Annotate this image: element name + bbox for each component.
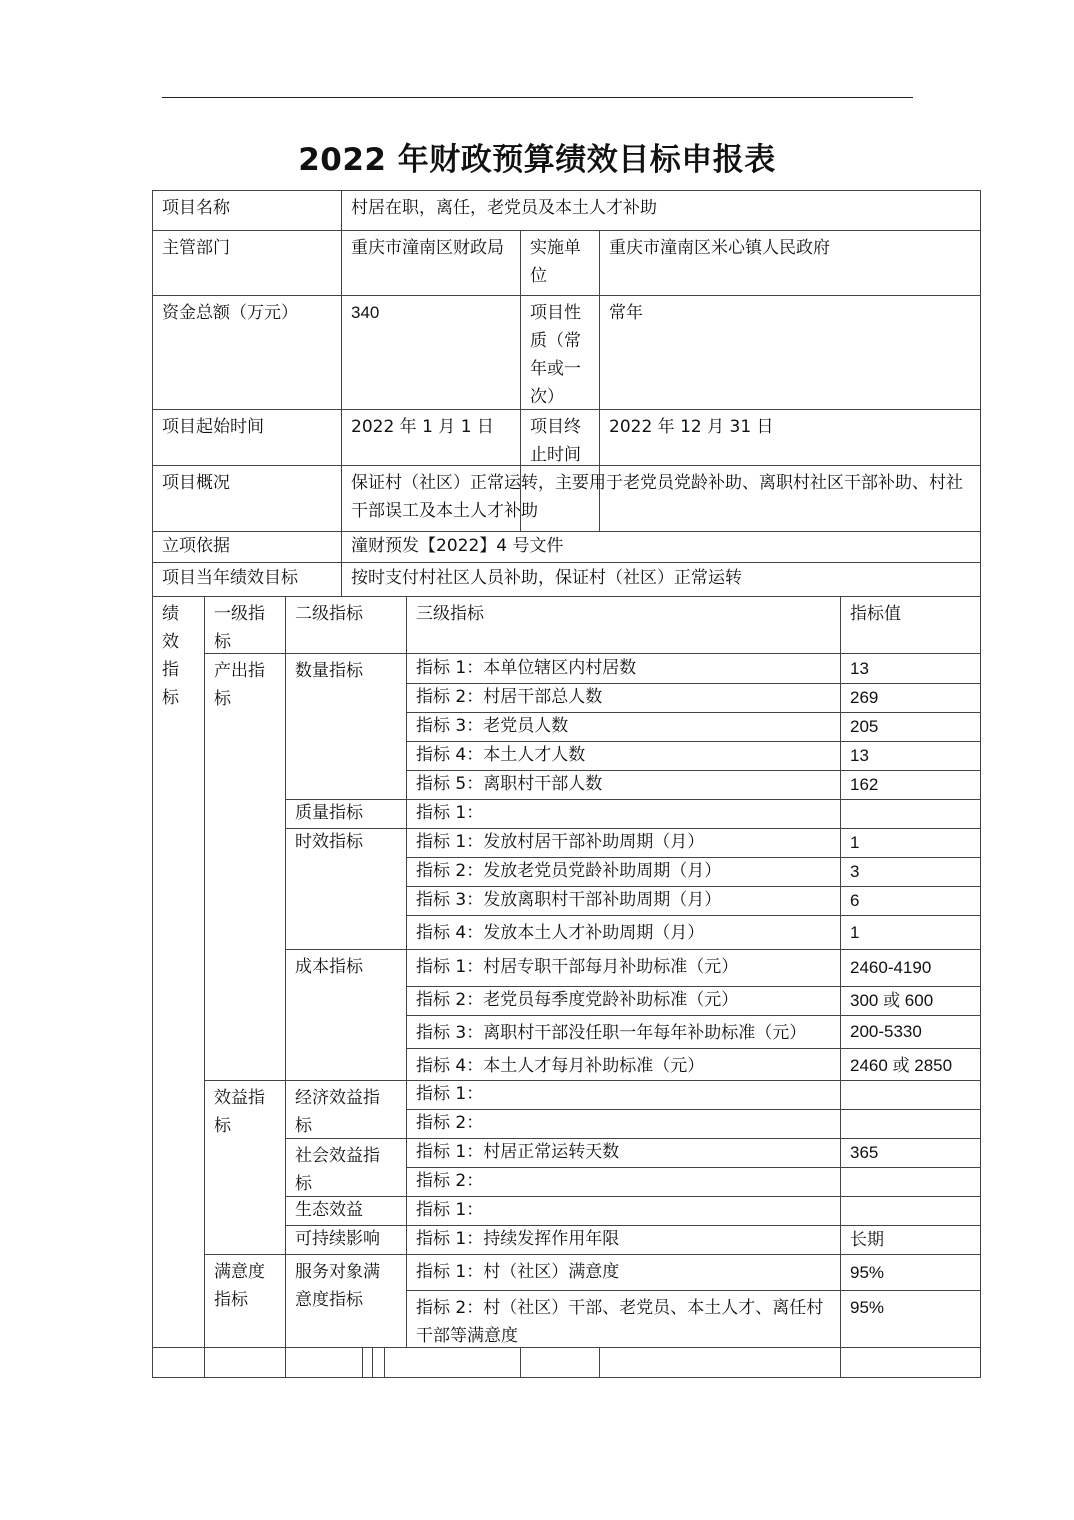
indicator-value (840, 1109, 980, 1113)
perf-indicator-label: 绩效指标 (162, 604, 179, 708)
overview-value: 保证村（社区）正常运转，主要用于老党员党龄补助、离职村社区干部补助、村社干部误工及本土人才补助 (351, 473, 963, 521)
project-name-label: 项目名称 (162, 198, 230, 218)
indicator-value: 200-5330 (850, 1022, 922, 1041)
fund-value: 340 (351, 303, 380, 322)
header-value: 指标值 (850, 604, 901, 624)
fund-label: 资金总额（万元） (162, 303, 298, 323)
nature-value: 常年 (609, 303, 643, 323)
indicator-value (840, 1080, 980, 1084)
impl-label: 实施单位 (530, 238, 581, 286)
goal-label: 项目当年绩效目标 (162, 568, 298, 588)
level3-indicator: 指标 2：发放老党员党龄补助周期（月） (416, 861, 722, 881)
level1-satisfaction: 满意度指标 (214, 1262, 265, 1310)
level3-indicator: 指标 3：老党员人数 (416, 716, 569, 736)
level1-benefit: 效益指标 (214, 1088, 265, 1136)
indicator-value: 95% (850, 1298, 885, 1317)
indicator-value: 205 (850, 717, 879, 736)
level3-indicator: 指标 1： (416, 803, 484, 823)
level3-indicator: 指标 2：老党员每季度党龄补助标准（元） (416, 990, 739, 1010)
level3-indicator: 指标 2： (416, 1171, 484, 1191)
indicator-value: 365 (850, 1143, 879, 1162)
level2-timeliness: 时效指标 (295, 832, 363, 852)
overview-label: 项目概况 (162, 473, 230, 493)
start-label: 项目起始时间 (162, 417, 264, 437)
indicator-value: 13 (850, 746, 869, 765)
level2-service-satisfaction: 服务对象满意度指标 (295, 1262, 380, 1310)
indicator-value: 13 (850, 658, 869, 678)
indicator-value: 6 (850, 891, 860, 910)
level2-cost: 成本指标 (295, 957, 363, 977)
level3-indicator: 指标 3：离职村干部没任职一年每年补助标准（元） (416, 1023, 807, 1043)
indicator-value: 2460 或 2850 (850, 1056, 953, 1075)
indicator-value: 300 或 600 (850, 991, 934, 1010)
level2-social: 社会效益指标 (295, 1146, 380, 1194)
indicator-value (840, 799, 980, 803)
level3-indicator: 指标 4：发放本土人才补助周期（月） (416, 923, 705, 943)
dept-value: 重庆市潼南区财政局 (351, 238, 504, 258)
indicator-value: 95% (850, 1262, 885, 1282)
level2-economic: 经济效益指标 (295, 1088, 380, 1136)
nature-label: 项目性质（常年或一次） (530, 303, 581, 407)
end-label: 项目终止时间 (530, 417, 581, 465)
level3-indicator: 指标 1：村（社区）满意度 (416, 1262, 620, 1282)
header-level1: 一级指标 (214, 604, 265, 652)
basis-value: 潼财预发【2022】4 号文件 (351, 536, 564, 556)
level3-indicator: 指标 1： (416, 1200, 484, 1220)
level2-quantity: 数量指标 (295, 661, 363, 681)
level3-indicator: 指标 2： (416, 1113, 484, 1133)
level3-indicator: 指标 5：离职村干部人数 (416, 774, 603, 794)
start-value: 2022 年 1 月 1 日 (351, 417, 494, 437)
level2-ecological: 生态效益 (295, 1200, 363, 1220)
indicator-value (840, 1167, 980, 1171)
level3-indicator: 指标 2：村居干部总人数 (416, 687, 603, 707)
level1-output: 产出指标 (214, 661, 265, 709)
impl-value: 重庆市潼南区米心镇人民政府 (609, 238, 830, 258)
level3-indicator: 指标 4：本土人才每月补助标准（元） (416, 1056, 705, 1076)
goal-value: 按时支付村社区人员补助，保证村（社区）正常运转 (351, 568, 742, 588)
budget-table (152, 190, 981, 1378)
indicator-value: 2460-4190 (850, 958, 932, 977)
level3-indicator: 指标 1： (416, 1084, 484, 1104)
indicator-value: 269 (850, 688, 879, 707)
level3-indicator: 指标 1：发放村居干部补助周期（月） (416, 832, 705, 852)
project-name-value: 村居在职，离任，老党员及本土人才补助 (351, 198, 657, 218)
level2-quality: 质量指标 (295, 803, 363, 823)
level2-sustainable: 可持续影响 (295, 1229, 380, 1249)
level3-indicator: 指标 1：持续发挥作用年限 (416, 1229, 620, 1249)
level3-indicator: 指标 2：村（社区）干部、老党员、本土人才、离任村干部等满意度 (416, 1298, 824, 1346)
basis-label: 立项依据 (162, 536, 230, 556)
page-title: 2022 年财政预算绩效目标申报表 (298, 142, 776, 178)
indicator-value: 1 (850, 922, 860, 942)
indicator-value: 1 (850, 833, 860, 852)
level3-indicator: 指标 4：本土人才人数 (416, 745, 586, 765)
header-level3: 三级指标 (416, 604, 484, 624)
level3-indicator: 指标 1：村居专职干部每月补助标准（元） (416, 957, 739, 977)
indicator-value: 长期 (850, 1230, 884, 1249)
indicator-value: 3 (850, 862, 860, 881)
indicator-value (840, 1196, 980, 1200)
level3-indicator: 指标 3：发放离职村干部补助周期（月） (416, 890, 722, 910)
level3-indicator: 指标 1：村居正常运转天数 (416, 1142, 620, 1162)
indicator-value: 162 (850, 775, 879, 794)
header-level2: 二级指标 (295, 604, 363, 624)
end-value: 2022 年 12 月 31 日 (609, 417, 774, 437)
dept-label: 主管部门 (162, 238, 230, 258)
level3-indicator: 指标 1：本单位辖区内村居数 (416, 657, 637, 678)
header-rule (162, 97, 913, 98)
